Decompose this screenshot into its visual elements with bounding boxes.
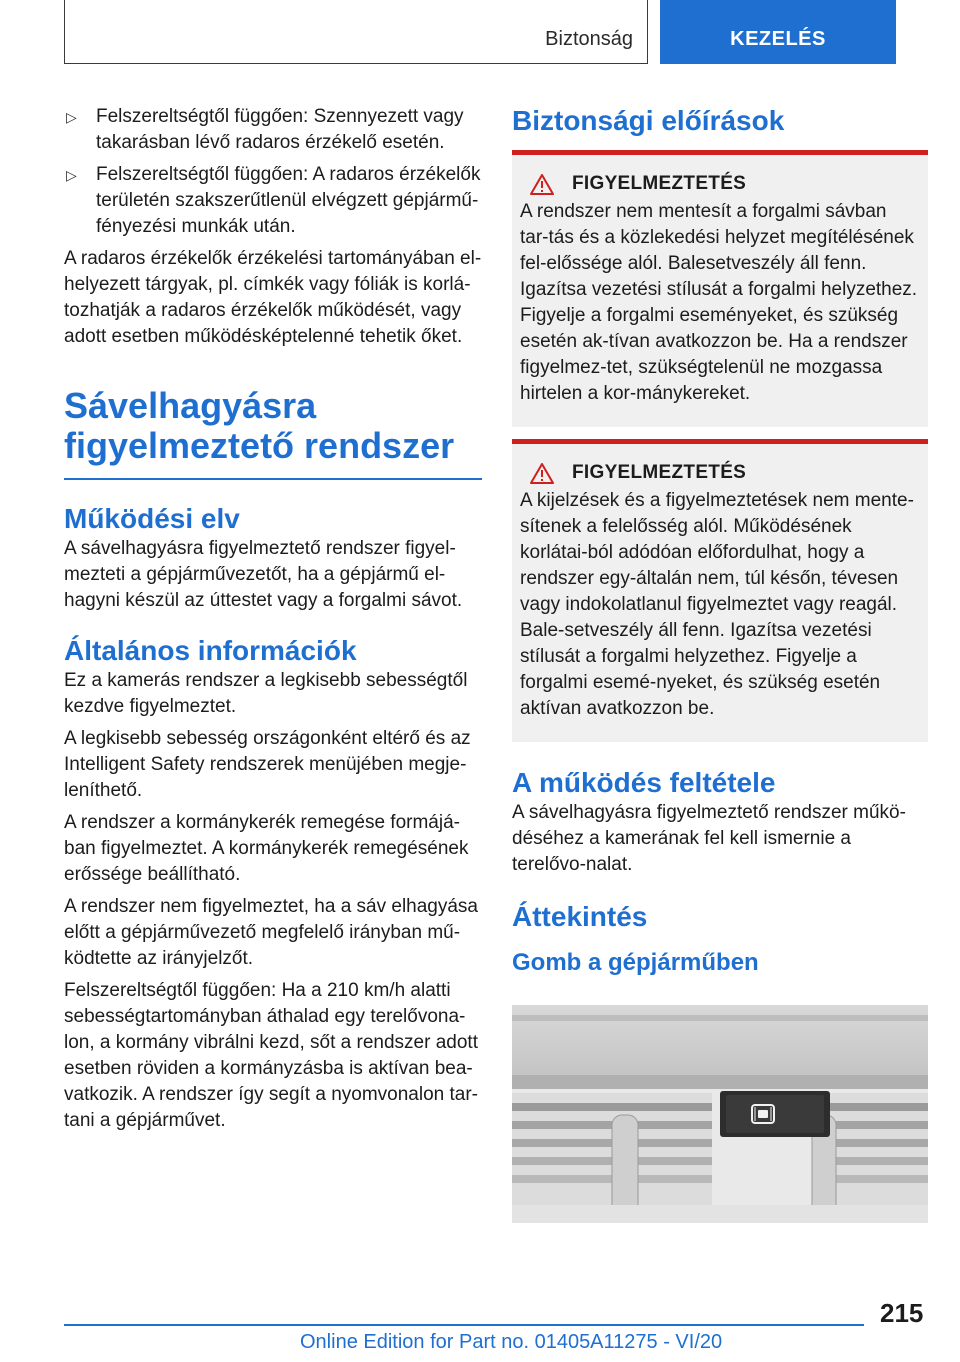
header-section-title: Biztonság	[545, 28, 633, 50]
general-paragraph: Felszereltségtől függően: Ha a 210 km/h alatti sebességtartományban áthalad egy terelővona-lon, a kormány vibrálni kezd, sőt a rendszer adott esetben röviden a kormányzásba is aktívan bea-vatkozik. A rendszer így segít a nyomvonalon tar-tani a gépjárművet.	[64, 980, 478, 1131]
footer-divider	[64, 1324, 864, 1326]
right-column	[512, 104, 928, 978]
condition-paragraph: A sávelhagyásra figyelmeztető rendszer műkö-déséhez a kamerának fel kell ismernie a terelővo-nalat.	[512, 802, 906, 875]
chapter-title-line-2: figyelmeztető rendszer	[64, 425, 455, 466]
heading-principle: Működési elv	[64, 503, 240, 534]
left-column	[64, 104, 482, 1140]
list-item-text: Felszereltségtől függően: Szennyezett vagy takarásban lévő radaros érzékelő esetén.	[96, 106, 464, 153]
warning-triangle-icon	[530, 174, 554, 195]
warning-text: A kijelzések és a figyelmeztetések nem mente-sítenek a felelősség alól. Működésének korlátai-ból adódóan előfordulhat, hogy a rendszer egy-általán nem, túl későn, tévesen vagy indokolatlanul figyelmeztet vagy reagál. Bale-setveszély áll fenn. Igazítsa vezetési stílusát a forgalmi helyzethez. Figyelje a forgalmi esemé-nyeket, és szükség esetén aktívan avatkozzon be.	[520, 490, 914, 719]
general-paragraph: A rendszer nem figyelmeztet, ha a sáv elhagyása előtt a gépjárművezető megfelelő irányban mű-ködtette az irányjelzőt.	[64, 896, 479, 969]
list-item	[64, 162, 482, 240]
chapter-title-line-1: Sávelhagyásra	[64, 385, 317, 426]
heading-overview: Áttekintés	[512, 901, 648, 932]
chapter-title	[64, 386, 482, 466]
general-paragraph: Ez a kamerás rendszer a legkisebb sebességtől kezdve figyelmeztet.	[64, 670, 468, 717]
heading-general-info: Általános információk	[64, 635, 357, 666]
footer-text: Online Edition for Part no. 01405A11275 - VI/20	[300, 1331, 723, 1353]
list-item	[64, 104, 482, 156]
general-paragraph: A rendszer a kormánykerék remegése formájá-ban figyelmeztet. A kormánykerék remegésének erőssége beállítható.	[64, 812, 469, 885]
heading-safety: Biztonsági előírások	[512, 105, 785, 136]
triangle-bullet-icon: ▷	[66, 109, 77, 125]
vehicle-button-photo	[512, 1005, 928, 1223]
warning-header	[520, 173, 920, 195]
intro-paragraph: A radaros érzékelők érzékelési tartományában el-helyezett tárgyak, pl. címkék vagy fóliák is korlá-tozhatják a radaros érzékelők működését, vagy adott esetben működésképtelenné tehetik őket.	[64, 248, 482, 347]
header-chapter-tab	[660, 0, 896, 64]
warning-triangle-icon	[530, 463, 554, 484]
warning-title: FIGYELMEZTETÉS	[572, 462, 747, 483]
list-item-text: Felszereltségtől függően: A radaros érzékelők területén szakszerűtlenül elvégzett gépjármű-fényezési munkák után.	[96, 164, 481, 237]
warning-title: FIGYELMEZTETÉS	[572, 173, 747, 194]
warning-header	[520, 462, 920, 484]
warning-box	[512, 439, 928, 742]
heading-condition: A működés feltétele	[512, 767, 776, 798]
warning-box	[512, 150, 928, 427]
general-paragraph: A legkisebb sebesség országonként eltérő és az Intelligent Safety rendszerek menüjében megje-leníthető.	[64, 728, 471, 801]
triangle-bullet-icon: ▷	[66, 167, 77, 183]
header-section-box	[64, 0, 648, 64]
page-number: 215	[880, 1298, 924, 1328]
heading-button-in-vehicle: Gomb a gépjárműben	[512, 949, 759, 976]
warning-text: A rendszer nem mentesít a forgalmi sávban tar-tás és a közlekedési helyzet megítélésének fel-előssége alól. Balesetveszély áll fenn. Igazítsa vezetési stílusát a forgalmi helyzethez. Figyelje a forgalmi eseményeket, és szükség esetén ak-tívan avatkozzon be. Ha a rendszer figyelmez-tet, szükségtelenül ne mozgassa hirtelen a kor-mánykereket.	[520, 201, 918, 404]
header-chapter-label: KEZELÉS	[730, 28, 826, 50]
principle-paragraph: A sávelhagyásra figyelmeztető rendszer figyel-mezteti a gépjárművezetőt, ha a gépjármű el-hagyni készül az úttestet vagy a forgalmi sávot.	[64, 538, 463, 611]
